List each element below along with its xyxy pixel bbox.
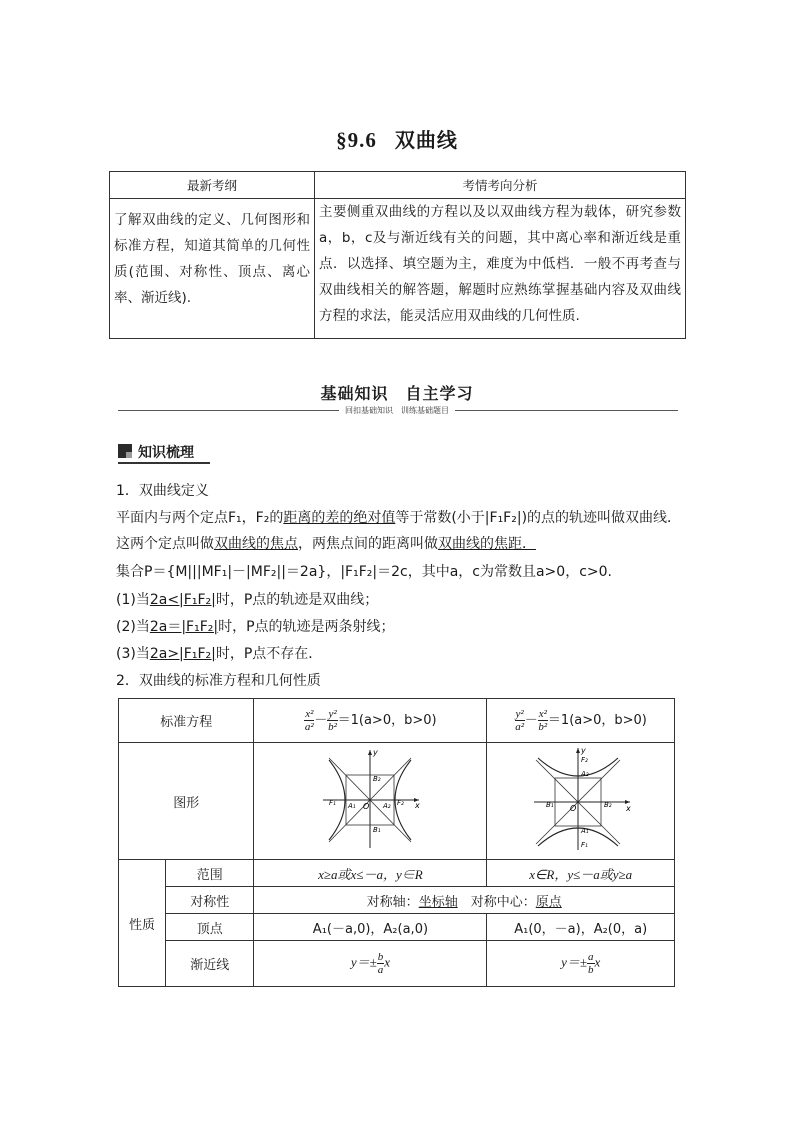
table-row xyxy=(119,860,675,887)
std-eq-1: $\frac{\text{x²}}{\text{a²}}$ － $\frac{\text{y²}}{\text{b²}}$ ＝1(a>0，b>0) xyxy=(254,699,487,743)
svg-text:B₂: B₂ xyxy=(603,801,612,809)
eq2-tail: ＝1(a>0，b>0) xyxy=(547,713,647,728)
sym-label: 对称性 xyxy=(166,887,254,914)
asym2-post: x xyxy=(594,954,601,970)
hyperbola-vertical-figure xyxy=(526,744,636,854)
section-subcaption xyxy=(0,405,794,416)
svg-text:B₂: B₂ xyxy=(373,775,382,783)
figure-horizontal xyxy=(254,743,487,860)
table-row xyxy=(119,887,675,914)
def-set: 集合P＝{M|||MF₁|－|MF₂||＝2a}，|F₁F₂|＝2c，其中a，c为常数且a>0，c>0. xyxy=(116,564,612,580)
case3-post: 时，P点不存在． xyxy=(215,646,323,662)
table-row xyxy=(119,941,675,987)
case3-pre: (3)当 xyxy=(116,646,150,662)
case1-pre: (1)当 xyxy=(116,592,150,608)
std-heading: 2．双曲线的标准方程和几何性质 xyxy=(116,673,321,689)
properties-table xyxy=(118,698,675,987)
knowledge-title-text: 知识梳理 xyxy=(138,445,194,461)
case1-cond: 2a<|F₁F₂| xyxy=(149,592,216,608)
sym-axis: 坐标轴 xyxy=(418,894,458,910)
def-case-3 xyxy=(116,641,682,667)
asym1-pre: y＝± xyxy=(350,954,377,970)
def-underline-3: 双曲线的焦距． xyxy=(438,536,536,552)
hyperbola-horizontal-figure xyxy=(315,744,425,854)
vertex-2: A₁(0，－a)，A₂(0，a) xyxy=(487,914,675,941)
table-row xyxy=(119,699,675,743)
vertex-label: 顶点 xyxy=(166,914,254,941)
asym1-post: x xyxy=(384,954,391,970)
svg-text:y: y xyxy=(373,748,379,757)
sym-value xyxy=(254,887,675,914)
svg-text:A₂: A₂ xyxy=(383,802,392,810)
svg-text:O: O xyxy=(569,804,576,813)
table-row xyxy=(119,743,675,860)
def-underline-2: 双曲线的焦点 xyxy=(214,536,298,552)
svg-text:A₁: A₁ xyxy=(580,827,589,835)
def-paragraph xyxy=(116,505,682,557)
std-eq-label: 标准方程 xyxy=(119,699,254,743)
range-label: 范围 xyxy=(166,860,254,887)
def-underline-1: 距离的差的绝对值 xyxy=(283,510,396,526)
eq1-frac1: $\frac{\text{x²}}{\text{a²}}$ xyxy=(304,708,314,733)
case2-post: 时，P点的轨迹是两条射线； xyxy=(218,619,395,635)
syllabus-col1-header: 最新考纲 xyxy=(110,172,315,199)
def-heading: 1．双曲线定义 xyxy=(116,483,209,499)
svg-text:F₁: F₁ xyxy=(329,799,337,807)
svg-text:F₂: F₂ xyxy=(580,756,588,764)
svg-text:x: x xyxy=(415,801,421,810)
def-case-1 xyxy=(116,587,682,613)
section-name: 双曲线 xyxy=(394,128,458,152)
props-label: 性质 xyxy=(119,860,166,987)
def-text-b: 等于常数(小于|F₁F₂|)的点的轨迹叫做双曲线．这两个定点叫做 xyxy=(116,510,682,552)
syllabus-col2-header: 考情考向分析 xyxy=(315,172,686,199)
range-2: x∈R，y≤－a或y≥a xyxy=(487,860,675,887)
square-icon xyxy=(118,444,132,458)
page-title xyxy=(0,124,794,153)
svg-text:y: y xyxy=(580,746,586,755)
asym-label: 渐近线 xyxy=(166,941,254,987)
eq2-frac2: $\frac{\text{x²}}{\text{b²}}$ xyxy=(538,708,548,733)
asym-2 xyxy=(487,941,675,987)
sym-center: 原点 xyxy=(535,894,562,910)
syllabus-col2-text: 主要侧重双曲线的方程以及以双曲线方程为载体，研究参数a，b，c及与渐近线有关的问题，其中离心率和渐近线是重点．以选择、填空题为主，难度为中低档．一般不再考查与双曲线相关的解答题，解题时应熟练掌握基础内容及双曲线方程的求法，能灵活应用双曲线的几何性质. xyxy=(315,199,686,339)
sym-center-label: 对称中心： xyxy=(457,894,536,910)
svg-text:A₂: A₂ xyxy=(580,770,589,778)
knowledge-title-underline xyxy=(118,462,210,464)
case2-cond: 2a＝|F₁F₂| xyxy=(149,619,219,635)
def-text-a: 平面内与两个定点F₁，F₂的 xyxy=(116,510,284,526)
case2-pre: (2)当 xyxy=(116,619,150,635)
asym2-frac: $\frac{a}{b}$ xyxy=(588,951,594,976)
syllabus-col1-text: 了解双曲线的定义、几何图形和标准方程，知道其简单的几何性质(范围、对称性、顶点、离心率、渐近线). xyxy=(110,199,315,339)
case1-post: 时，P点的轨迹是双曲线； xyxy=(215,592,379,608)
case3-cond: 2a>|F₁F₂| xyxy=(149,646,216,662)
svg-text:F₂: F₂ xyxy=(397,799,405,807)
svg-text:B₁: B₁ xyxy=(373,826,382,834)
vertex-1: A₁(－a,0)，A₂(a,0) xyxy=(254,914,487,941)
range-1: x≥a或x≤－a，y∈R xyxy=(254,860,487,887)
figure-vertical xyxy=(487,743,675,860)
asym1-frac: $\frac{b}{a}$ xyxy=(377,951,384,976)
svg-text:B₁: B₁ xyxy=(545,801,554,809)
section-subcaption-text: 回扣基础知识 训练基础题目 xyxy=(339,406,455,415)
section-number: §9.6 xyxy=(336,128,377,152)
svg-text:F₁: F₁ xyxy=(580,841,588,849)
asym2-pre: y＝± xyxy=(561,954,588,970)
syllabus-table xyxy=(109,171,686,339)
svg-text:A₁: A₁ xyxy=(348,802,357,810)
section-heading: 基础知识 自主学习 xyxy=(320,384,474,403)
eq1-tail: ＝1(a>0，b>0) xyxy=(337,713,437,728)
svg-text:O: O xyxy=(363,802,370,811)
def-case-2 xyxy=(116,614,682,640)
figure-label: 图形 xyxy=(119,743,254,860)
eq2-frac1: $\frac{\text{y²}}{\text{a²}}$ xyxy=(515,708,525,733)
eq1-frac2: $\frac{\text{y²}}{\text{b²}}$ xyxy=(328,708,337,733)
std-eq-2: $\frac{\text{y²}}{\text{a²}}$ － $\frac{\text{x²}}{\text{b²}}$ ＝1(a>0，b>0) xyxy=(487,699,675,743)
def-text-c: ，两焦点间的距离叫做 xyxy=(298,536,438,552)
sym-axis-label: 对称轴： xyxy=(366,894,419,910)
asym-1 xyxy=(254,941,487,987)
svg-text:x: x xyxy=(625,804,631,813)
table-row xyxy=(119,914,675,941)
